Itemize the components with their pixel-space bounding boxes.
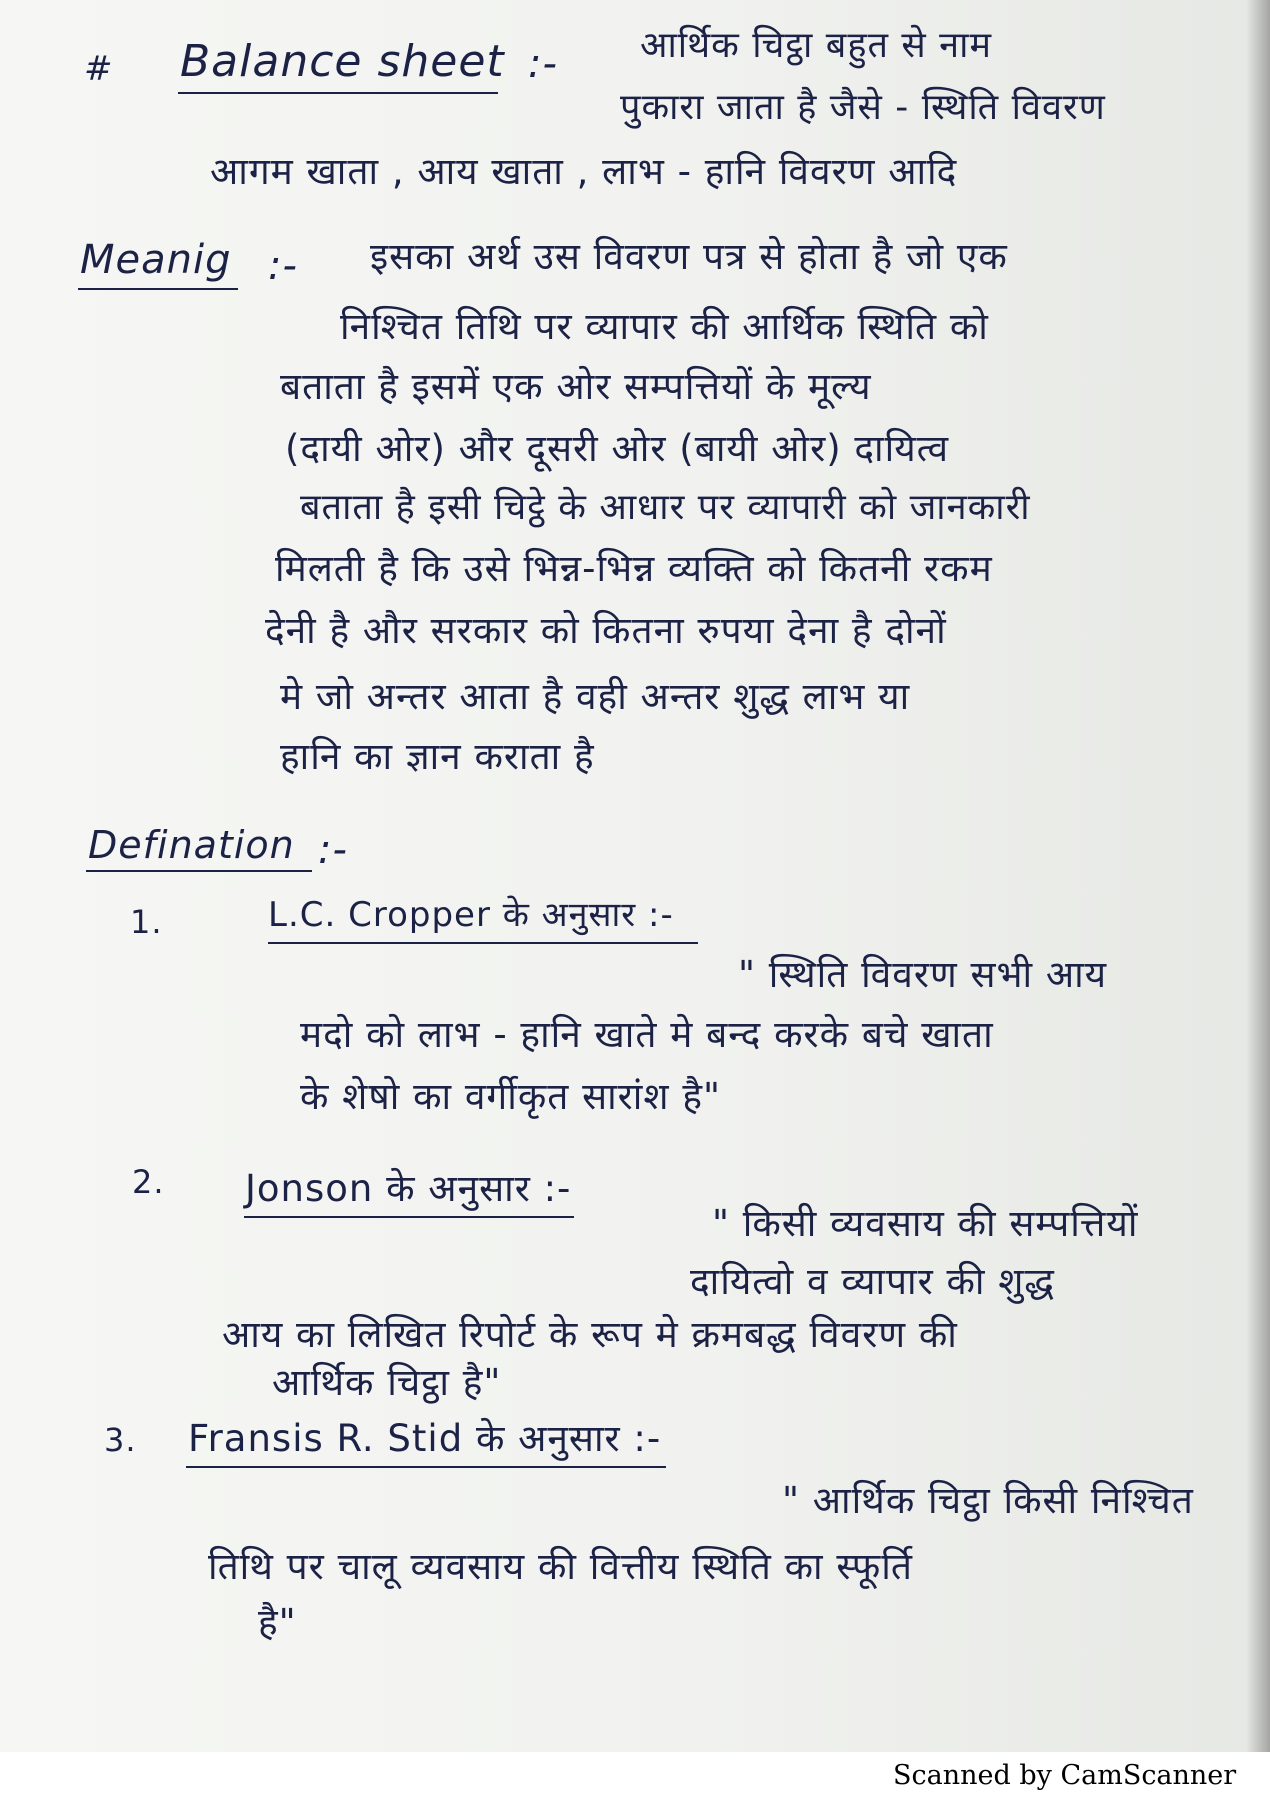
page-title-underline: [178, 92, 498, 94]
definition-line: आर्थिक चिट्ठा है": [272, 1361, 502, 1404]
definition-heading: Fransis R. Stid के अनुसार :-: [188, 1417, 662, 1460]
intro-line: पुकारा जाता है जैसे - स्थिति विवरण: [620, 87, 1106, 128]
meaning-line: मिलती है कि उसे भिन्न-भिन्न व्यक्ति को कितनी रकम: [275, 547, 993, 590]
meaning-line: इसका अर्थ उस विवरण पत्र से होता है जो एक: [370, 235, 1008, 278]
title-separator: :-: [528, 41, 558, 87]
title-marker: #: [84, 49, 114, 89]
meaning-line: हानि का ज्ञान कराता है: [280, 735, 595, 778]
definition-number: 1.: [130, 903, 163, 941]
definition-line: " स्थिति विवरण सभी आय: [738, 953, 1108, 996]
definition-line: मदो को लाभ - हानि खाते मे बन्द करके बचे खाता: [300, 1013, 994, 1056]
meaning-line: देनी है और सरकार को कितना रुपया देना है दोनों: [265, 609, 947, 652]
definition-label: Defination: [88, 823, 295, 867]
meaning-line: निश्चित तिथि पर व्यापार की आर्थिक स्थिति को: [340, 305, 989, 348]
definition-line: है": [258, 1601, 297, 1644]
definition-line: दायित्वो व व्यापार की शुद्ध: [690, 1260, 1056, 1303]
definition-line: के शेषो का वर्गीकृत सारांश है": [300, 1075, 721, 1118]
definition-line: " आर्थिक चिट्ठा किसी निश्चित: [782, 1479, 1194, 1522]
definition-heading-underline: [268, 942, 698, 944]
page-title: Balance sheet: [180, 36, 505, 87]
intro-line: आर्थिक चिट्ठा बहुत से नाम: [640, 25, 993, 66]
definition-number: 2.: [132, 1163, 165, 1201]
definition-line: " किसी व्यवसाय की सम्पत्तियों: [712, 1202, 1139, 1245]
definition-heading: L.C. Cropper के अनुसार :-: [268, 895, 674, 935]
meaning-line: बताता है इसी चिट्ठे के आधार पर व्यापारी को जानकारी: [300, 487, 1031, 528]
definition-label-underline: [86, 870, 312, 872]
meaning-line: बताता है इसमें एक ओर सम्पत्तियों के मूल्य: [280, 365, 872, 408]
definition-number: 3.: [104, 1421, 137, 1459]
meaning-label-underline: [78, 288, 238, 290]
definition-separator: :-: [318, 827, 348, 873]
meaning-label: Meanig: [80, 237, 232, 283]
meaning-line: (दायी ओर) और दूसरी ओर (बायी ओर) दायित्व: [285, 427, 950, 470]
meaning-separator: :-: [268, 243, 298, 289]
intro-line: आगम खाता , आय खाता , लाभ - हानि विवरण आदि: [210, 150, 958, 193]
meaning-line: मे जो अन्तर आता है वही अन्तर शुद्ध लाभ या: [280, 675, 911, 718]
definition-heading-underline: [244, 1216, 574, 1218]
definition-line: आय का लिखित रिपोर्ट के रूप मे क्रमबद्ध विवरण की: [222, 1313, 958, 1356]
definition-line: तिथि पर चालू व्यवसाय की वित्तीय स्थिति का स्फूर्ति: [208, 1545, 913, 1588]
scanner-watermark-text: Scanned by CamScanner: [893, 1760, 1237, 1791]
page-edge-shadow: [1246, 0, 1270, 1760]
definition-heading: Jonson के अनुसार :-: [245, 1167, 572, 1210]
definition-heading-underline: [186, 1466, 666, 1468]
